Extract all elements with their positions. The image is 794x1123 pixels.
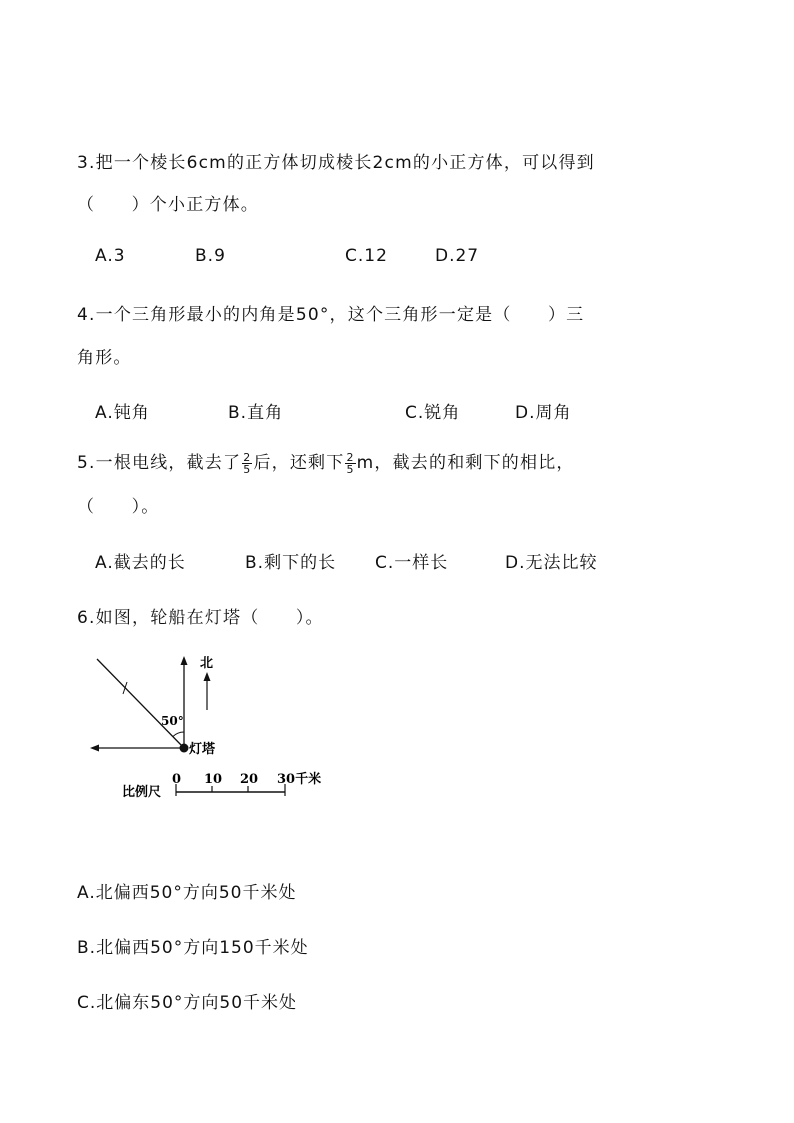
ship-direction-line bbox=[97, 659, 184, 748]
q6-option-a: A.北偏西50°方向50千米处 bbox=[77, 883, 297, 903]
scale-tick-label-0: 0 bbox=[172, 772, 182, 787]
q5-fraction-1 bbox=[242, 452, 252, 475]
lighthouse-dot bbox=[180, 744, 189, 753]
q3-option-b: B.9 bbox=[195, 246, 226, 266]
lighthouse-direction-figure bbox=[80, 648, 340, 808]
q3-option-a: A.3 bbox=[95, 246, 126, 266]
north-axis-arrowhead-icon bbox=[181, 656, 188, 665]
north-indicator-arrow-icon bbox=[204, 672, 211, 681]
q3-option-c: C.12 bbox=[345, 246, 388, 266]
scale-tick-label-10: 10 bbox=[204, 772, 223, 787]
q4-option-b: B.直角 bbox=[228, 403, 284, 423]
q6-stem: 6.如图，轮船在灯塔（ ）。 bbox=[77, 608, 324, 628]
q5-option-c: C.一样长 bbox=[375, 553, 449, 573]
q5-stem-part2: 后，还剩下 bbox=[253, 453, 345, 473]
north-label: 北 bbox=[200, 656, 214, 671]
q5-option-b: B.剩下的长 bbox=[245, 553, 337, 573]
q3-stem-line1: 3.把一个棱长6cm的正方体切成棱长2cm的小正方体，可以得到 bbox=[77, 153, 595, 173]
q4-option-d: D.周角 bbox=[515, 403, 572, 423]
angle-label: 50° bbox=[161, 714, 184, 728]
q5-option-a: A.截去的长 bbox=[95, 553, 186, 573]
q5-stem-part1: 5.一根电线，截去了 bbox=[77, 453, 242, 473]
scale-tick-label-30: 30千米 bbox=[277, 772, 322, 787]
west-axis-arrowhead-icon bbox=[90, 745, 99, 752]
scale-label: 比例尺 bbox=[122, 785, 162, 800]
q4-option-c: C.锐角 bbox=[405, 403, 461, 423]
q5-option-d: D.无法比较 bbox=[505, 553, 598, 573]
q5-fraction-2 bbox=[345, 452, 355, 475]
direction-tick-mark bbox=[123, 682, 127, 694]
q6-option-c: C.北偏东50°方向50千米处 bbox=[77, 993, 298, 1013]
q3-stem-line2: （ ）个小正方体。 bbox=[77, 195, 259, 215]
angle-arc bbox=[173, 732, 184, 737]
q4-option-a: A.钝角 bbox=[95, 403, 150, 423]
q4-stem-line1: 4.一个三角形最小的内角是50°，这个三角形一定是（ ）三 bbox=[77, 305, 585, 325]
q5-fraction-1-numerator: 2 bbox=[243, 450, 252, 464]
scale-tick-label-20: 20 bbox=[240, 772, 259, 787]
q5-fraction-2-denominator: 5 bbox=[346, 462, 355, 476]
q5-stem-line1 bbox=[77, 448, 575, 475]
q6-option-b: B.北偏西50°方向150千米处 bbox=[77, 938, 309, 958]
q3-option-d: D.27 bbox=[435, 246, 480, 266]
q5-fraction-1-denominator: 5 bbox=[243, 462, 252, 476]
q4-stem-line2: 角形。 bbox=[77, 348, 132, 368]
lighthouse-label: 灯塔 bbox=[189, 742, 216, 757]
q5-fraction-2-numerator: 2 bbox=[346, 450, 355, 464]
q5-stem-line2: （ ）。 bbox=[77, 497, 160, 517]
q5-stem-part3: m，截去的和剩下的相比， bbox=[356, 453, 575, 473]
